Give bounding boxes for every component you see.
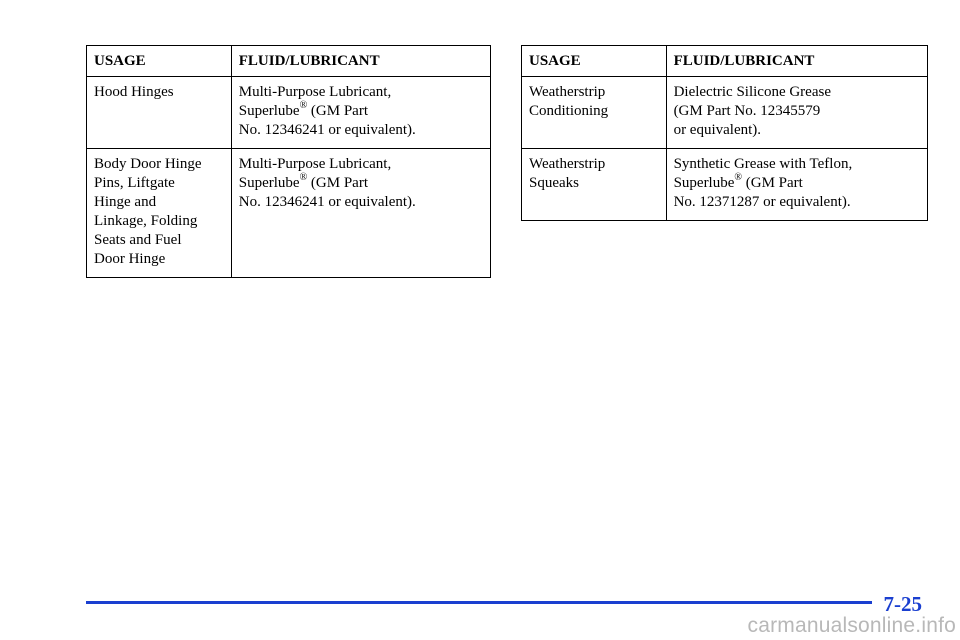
table-header-row xyxy=(522,46,928,77)
fluid-cell xyxy=(231,77,490,149)
table-header-row xyxy=(87,46,491,77)
fluid-text: or equivalent). xyxy=(673,122,762,138)
usage-cell xyxy=(522,77,667,149)
header-usage: USAGE xyxy=(522,46,667,77)
table-row xyxy=(87,77,491,149)
usage-text: Hood Hinges xyxy=(94,84,174,100)
fluid-text: Synthetic Grease with Teflon, xyxy=(673,156,853,172)
fluid-text: Multi-Purpose Lubricant, xyxy=(238,84,392,100)
table-row xyxy=(87,149,491,278)
usage-text: Door Hinge xyxy=(94,251,166,267)
fluid-text: Multi-Purpose Lubricant, xyxy=(238,156,392,172)
usage-text: Hinge and xyxy=(94,194,157,210)
fluid-text: No. 12346241 or equivalent). xyxy=(238,122,416,138)
usage-cell xyxy=(87,149,232,278)
usage-text: Weatherstrip xyxy=(529,84,606,100)
fluid-text: No. 12371287 or equivalent). xyxy=(673,194,851,210)
footer-divider xyxy=(86,601,872,604)
table-row xyxy=(522,77,928,149)
registered-mark: ® xyxy=(299,172,308,183)
fluid-cell xyxy=(231,149,490,278)
watermark: carmanualsonline.info xyxy=(747,614,956,637)
usage-cell xyxy=(522,149,667,221)
usage-text: Pins, Liftgate xyxy=(94,175,175,191)
fluid-text-brand: Superlube® (GM Part xyxy=(238,100,368,119)
lubricant-table-right xyxy=(521,45,928,221)
registered-mark: ® xyxy=(734,172,742,183)
fluid-text-brand: Superlube® (GM Part xyxy=(673,172,803,191)
header-fluid-lubricant: FLUID/LUBRICANT xyxy=(231,46,490,77)
lubricant-table-left xyxy=(86,45,491,278)
page-number: 7-25 xyxy=(883,592,922,616)
usage-text: Body Door Hinge xyxy=(94,156,202,172)
table-row xyxy=(522,149,928,221)
usage-text: Squeaks xyxy=(529,175,579,191)
fluid-text: No. 12346241 or equivalent). xyxy=(238,194,416,210)
fluid-text-brand: Superlube® (GM Part xyxy=(238,172,368,191)
header-fluid-lubricant: FLUID/LUBRICANT xyxy=(666,46,927,77)
fluid-cell xyxy=(666,149,927,221)
usage-text: Linkage, Folding xyxy=(94,213,198,229)
usage-cell xyxy=(87,77,232,149)
header-usage: USAGE xyxy=(87,46,232,77)
usage-text: Conditioning xyxy=(529,103,609,119)
fluid-cell xyxy=(666,77,927,149)
registered-mark: ® xyxy=(299,100,308,111)
fluid-text: Dielectric Silicone Grease xyxy=(673,84,831,100)
usage-text: Weatherstrip xyxy=(529,156,606,172)
fluid-text: (GM Part No. 12345579 xyxy=(673,103,821,119)
usage-text: Seats and Fuel xyxy=(94,232,182,248)
